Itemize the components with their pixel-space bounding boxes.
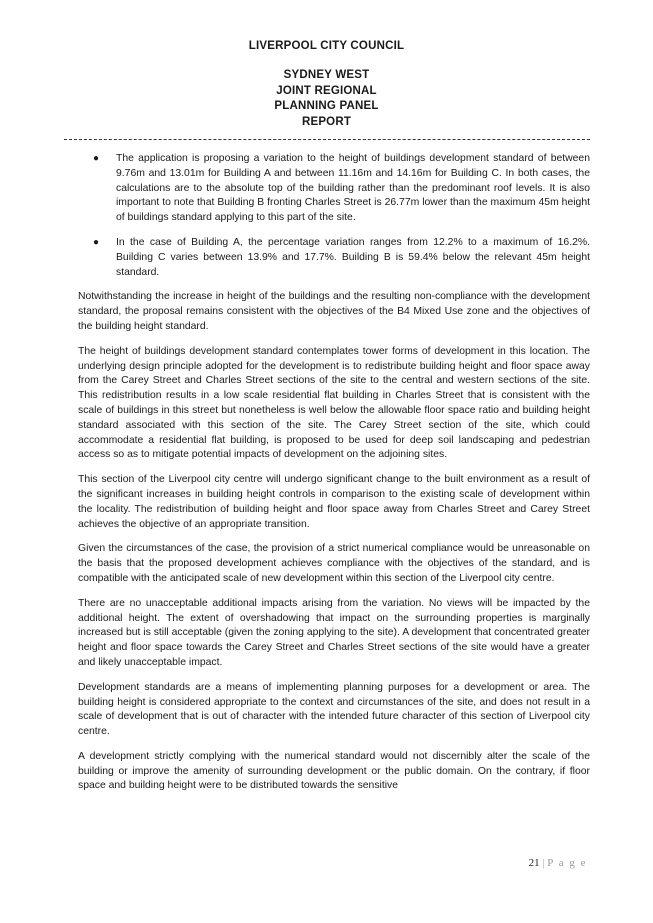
body-paragraph: Development standards are a means of implementing planning purposes for a development or area. The building height is considered appropriate to the context and circumstances of the site, and does not result in a scale of development that is out of character with the intended future character of this section of Liverpool city centre. xyxy=(78,681,590,738)
page-number: 21 xyxy=(528,857,540,869)
bullet-text: In the case of Building A, the percentage variation ranges from 12.2% to a maximum of 16.2%. Building C varies between 13.9% and 17.7%. Building B is 59.4% below the relevant 45m height standard. xyxy=(116,236,590,278)
footer-separator: | xyxy=(542,857,545,869)
body-paragraph: There are no unacceptable additional impacts arising from the variation. No views will be impacted by the additional height. The extent of overshadowing that impact on the surrounding properties is marginally increased but is still acceptable (given the zoning applying to the site). A development that concentrated greater height and floor space towards the Carey Street and Charles Street sections of the site would have a greater and likely unacceptable impact. xyxy=(78,597,590,668)
bullet-item xyxy=(78,236,590,280)
title-line: PLANNING PANEL xyxy=(274,100,379,112)
page-label: P a g e xyxy=(547,857,587,869)
bullet-text: The application is proposing a variation to the height of buildings development standard of between 9.76m and 13.01m for Building A and between 11.16m and 14.16m for Building C. In both cases, the calculations are to the absolute top of the building rather than the predominant roof levels. It is also important to note that Building B fronting Charles Street is 26.77m lower than the maximum 45m height of buildings standard applying to this part of the site. xyxy=(116,153,590,224)
body-paragraph: This section of the Liverpool city centre will undergo significant change to the built environment as a result of the significant increases in building height controls in comparison to the existing scale of development within the locality. The redistribution of building height and floor space away from Charles Street and Carey Street achieves the objective of an appropriate transition. xyxy=(78,474,590,530)
report-title xyxy=(0,68,653,130)
body-paragraph: A development strictly complying with the numerical standard would not discernibly alter the scale of the building or improve the amenity of surrounding development or the public domain. On the contrary, if floor space and building height were to be distributed towards the sensitive xyxy=(78,750,590,792)
page-footer xyxy=(529,857,587,869)
council-heading: LIVERPOOL CITY COUNCIL xyxy=(248,40,405,52)
body-paragraph: The height of buildings development standard contemplates tower forms of development in this location. The underlying design principle adopted for the development is to redistribute building height and floor space away from the Carey Street and Charles Street sections of the site to the central and western sections of the site. This redistribution results in a low scale residential flat building in Charles Street that is consistent with the scale of buildings in this street but nonetheless is well below the allowable floor space ratio and building height standard associated with this section of the site. The Carey Street section of the site, which could accommodate a residential flat building, is proposed to be used for deep soil landscaping and pedestrian access so as to mitigate potential impacts of development on the adjoining sites. xyxy=(78,345,590,461)
title-line: REPORT xyxy=(301,115,352,128)
body-paragraph: Given the circumstances of the case, the provision of a strict numerical compliance would be unreasonable on the basis that the proposed development achieves compliance with the objectives of the standard, and is compatible with the anticipated scale of new development within this section of the Liverpool city centre. xyxy=(78,543,590,584)
bullet-icon: ● xyxy=(93,236,100,248)
report-body xyxy=(78,152,590,804)
body-paragraph: Notwithstanding the increase in height of the buildings and the resulting non-compliance with the development standard, the proposal remains consistent with the objectives of the B4 Mixed Use zone and the objectives of the building height standard. xyxy=(78,291,590,332)
bullet-item xyxy=(78,152,590,226)
title-line: JOINT REGIONAL xyxy=(276,84,377,97)
title-line: SYDNEY WEST xyxy=(283,69,370,81)
bullet-icon: ● xyxy=(93,153,100,164)
header-divider xyxy=(64,139,590,140)
